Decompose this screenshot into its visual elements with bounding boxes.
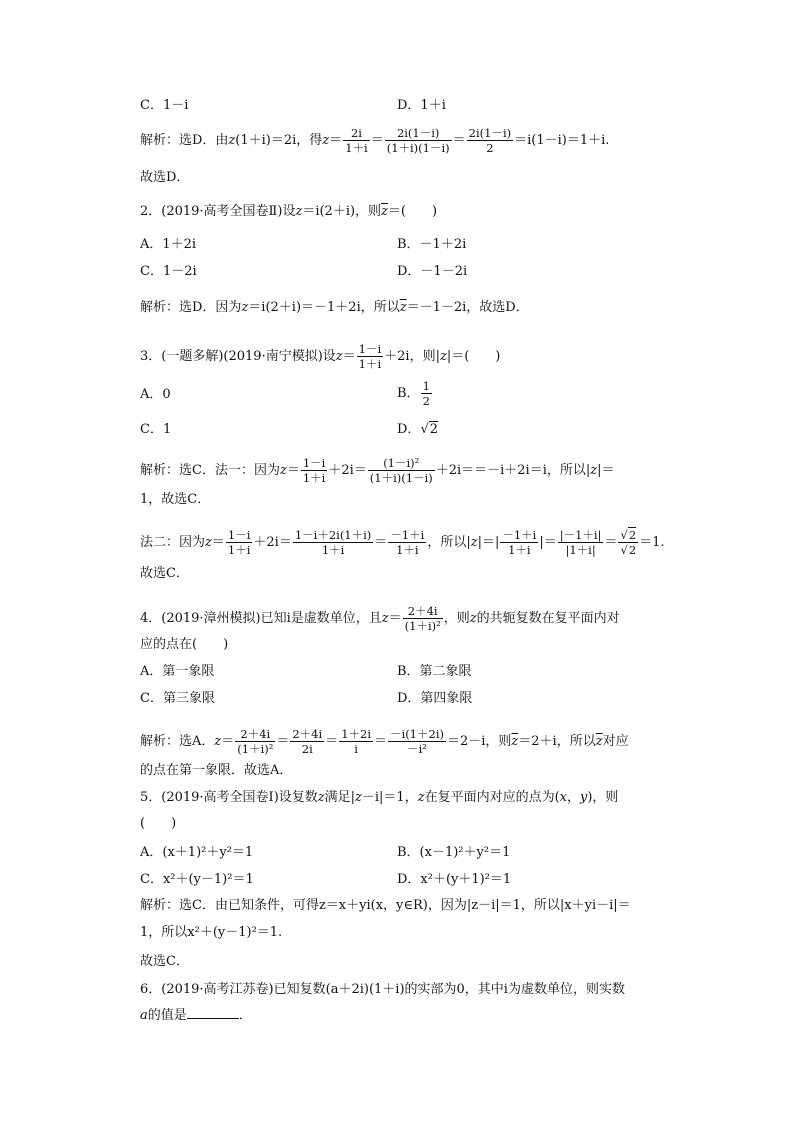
q6-text: ． — [238, 1008, 252, 1023]
fraction — [403, 604, 443, 633]
fraction — [388, 528, 426, 557]
q4-stem-line2: 应的点在( ) — [140, 637, 229, 652]
numerator: 1－i — [358, 342, 382, 356]
var-x: x — [559, 790, 567, 805]
equals: ＝ — [374, 734, 388, 749]
numerator: －i(1＋2i) — [390, 727, 444, 741]
solution-text: 解析：选C．法一：因为 — [140, 463, 280, 478]
denominator: (1＋i)² — [404, 619, 441, 633]
var-z: z — [470, 535, 478, 550]
solution-text: ＝－1－2i，故选D． — [406, 300, 529, 315]
denominator: √2 — [620, 543, 637, 557]
var-z: z — [322, 133, 330, 148]
equals: ＝ — [276, 734, 290, 749]
q4-text: 的共轭复数在复平面内对 — [476, 611, 620, 626]
q4-text: ，则 — [443, 611, 470, 626]
numerator: 2i — [343, 126, 370, 141]
solution-text: ＋2i＝ — [328, 463, 367, 478]
q5-solution-line2: 1，所以x²＋(y－1)²＝1. — [140, 925, 283, 940]
var-z: z — [439, 349, 447, 364]
q5-option-b: B．(x－1)²＋y²＝1 — [397, 845, 511, 860]
var-z-conjugate: $\overline{z}$ — [399, 300, 407, 315]
fraction — [293, 528, 373, 557]
equals: ＝ — [374, 535, 388, 550]
var-z-conjugate: $\overline{z}$ — [595, 734, 603, 749]
q3-option-b — [397, 379, 433, 408]
q3-stem — [140, 342, 500, 371]
q3-text: ＋2i，则| — [384, 349, 440, 364]
q6-text: 的值是 — [147, 1008, 187, 1023]
var-z: z — [279, 463, 287, 478]
q5-option-d: D．x²＋(y＋1)²＝1 — [397, 872, 512, 887]
q4-option-d: D．第四象限 — [397, 691, 473, 706]
numerator: 2＋4i — [235, 727, 275, 742]
solution-text: ＝i(1－i)＝1＋i. — [514, 133, 610, 148]
equals: ＝ — [211, 535, 225, 550]
q6-stem-line2 — [140, 1008, 252, 1024]
numerator: －1＋i — [502, 528, 537, 542]
fraction — [421, 379, 432, 408]
denominator: 1＋i — [302, 471, 326, 485]
q5-text: )，则 — [587, 790, 619, 805]
q4-option-b: B．第二象限 — [397, 664, 472, 679]
solution-text: ，所以| — [427, 535, 471, 550]
denominator: i — [354, 742, 358, 756]
solution-text: |＝| — [477, 535, 500, 550]
var-z: z — [417, 790, 425, 805]
var-z: z — [317, 790, 325, 805]
denominator: 1＋i — [396, 543, 419, 557]
q2-solution — [140, 300, 529, 316]
q5-text: ， — [566, 790, 580, 805]
var-z: z — [214, 734, 222, 749]
equals: ＝ — [388, 611, 402, 626]
denominator: 1＋i — [227, 543, 251, 557]
solution-text: |＝ — [539, 535, 557, 550]
fraction — [467, 126, 513, 155]
denominator: 2 — [486, 141, 494, 155]
numerator: √2 — [620, 528, 637, 542]
answer-blank[interactable] — [187, 1008, 239, 1019]
solution-text: |＝ — [597, 463, 615, 478]
q2-option-c: C．1－2i — [140, 264, 197, 279]
q4-solution-end: 的点在第一象限．故选A． — [140, 763, 293, 778]
q5-option-c: C．x²＋(y－1)²＝1 — [140, 872, 254, 887]
denominator: 1＋i — [358, 357, 382, 371]
var-z: z — [355, 790, 362, 805]
numerator: 2＋4i — [292, 727, 323, 741]
q5-stem — [140, 790, 618, 806]
q4-solution — [140, 727, 629, 756]
numerator: －1＋i — [390, 528, 425, 542]
prev-solution-end: 故选D． — [140, 170, 190, 185]
numerator: (1－i)² — [368, 456, 435, 471]
equals: ＝ — [604, 535, 618, 550]
var-y: y — [580, 790, 588, 805]
var-z: z — [295, 204, 303, 219]
prev-solution-line — [140, 126, 609, 155]
q3-text: 3．(一题多解)(2019·南宁模拟)设 — [140, 349, 336, 364]
numerator: 1－i — [227, 528, 251, 542]
fraction — [226, 528, 253, 557]
denominator: 1＋i — [508, 543, 531, 557]
fraction — [385, 126, 452, 155]
q3-text: |＝( ) — [446, 349, 501, 364]
q5-option-a: A．(x＋1)²＋y²＝1 — [140, 845, 254, 860]
q2-option-a: A．1＋2i — [140, 237, 197, 252]
option-label: B． — [397, 386, 420, 401]
equals: ＝ — [370, 133, 384, 148]
radicand: 2 — [429, 422, 439, 437]
denominator: 1＋i — [321, 543, 345, 557]
q3-solution-method2 — [140, 528, 665, 557]
solution-text: 解析：选D．由 — [140, 133, 229, 148]
q2-option-b: B．－1＋2i — [397, 237, 467, 252]
q4-stem — [140, 604, 620, 633]
fraction — [500, 528, 538, 557]
numerator: 2i(1－i) — [385, 126, 452, 141]
solution-text: 解析：选D．因为 — [140, 300, 242, 315]
fraction — [339, 727, 373, 756]
var-a: a — [140, 1008, 148, 1023]
numerator: 2i(1－i) — [468, 126, 512, 140]
var-z: z — [381, 611, 389, 626]
q3-solution-method2-end: 故选C． — [140, 566, 189, 581]
denominator: 2 — [422, 394, 430, 408]
solution-text: ＝1. — [639, 535, 665, 550]
denominator: |1＋i| — [565, 543, 596, 557]
radicand: 2 — [628, 543, 637, 557]
equals: ＝ — [325, 734, 339, 749]
numerator: 1 — [422, 379, 430, 393]
q5-text: －i|＝1， — [361, 790, 418, 805]
solution-text: ＋2i＝ — [253, 535, 292, 550]
fraction — [357, 342, 384, 371]
var-z: z — [205, 535, 212, 550]
q2-text: 2．(2019·高考全国卷Ⅱ)设 — [140, 204, 296, 219]
solution-text: 对应 — [602, 734, 629, 749]
numerator: |－1＋i| — [559, 528, 602, 542]
var-z: z — [335, 349, 343, 364]
solution-text: 解析：选A． — [140, 734, 215, 749]
q4-option-a: A．第一象限 — [140, 664, 215, 679]
equals: ＝ — [329, 133, 343, 148]
var-z: z — [469, 611, 477, 626]
solution-text: ＋2i＝＝－i＋2i＝i，所以| — [435, 463, 591, 478]
equals: ＝ — [221, 734, 235, 749]
option-label: D． — [397, 422, 421, 437]
q5-solution-end: 故选C． — [140, 954, 189, 969]
fraction — [558, 528, 604, 557]
var-z: z — [241, 300, 249, 315]
denominator: (1＋i)² — [237, 742, 274, 756]
numerator: 2＋4i — [403, 604, 443, 619]
denominator: (1＋i)(1－i) — [386, 141, 450, 155]
denominator: 1＋i — [345, 141, 368, 155]
numerator: 1＋2i — [341, 727, 371, 741]
q3-solution-method1-end: 1，故选C． — [140, 492, 211, 507]
q5-text: 在复平面内对应的点为( — [424, 790, 560, 805]
q3-solution-method1 — [140, 456, 615, 485]
var-z-conjugate: $\overline{z}$ — [381, 204, 388, 219]
prev-option-c: C．1－i — [140, 98, 189, 113]
q4-text: 4．(2019·漳州模拟)已知i是虚数单位，且 — [140, 611, 382, 626]
q5-text: 满足| — [324, 790, 356, 805]
fraction — [343, 126, 370, 155]
q2-text: ＝i(2＋i)，则 — [302, 204, 382, 219]
q2-text: ＝( ) — [387, 204, 438, 219]
var-z: z — [590, 463, 598, 478]
q5-text: 5．(2019·高考全国卷Ⅰ)设复数 — [140, 790, 318, 805]
equals: ＝ — [452, 133, 466, 148]
radicand: 2 — [628, 528, 637, 542]
denominator: 2i — [301, 742, 313, 756]
fraction — [290, 727, 324, 756]
q3-option-a: A．0 — [140, 387, 171, 402]
numerator: 1－i＋2i(1＋i) — [294, 528, 372, 542]
q6-stem: 6．(2019·高考江苏卷)已知复数(a＋2i)(1＋i)的实部为0，其中i为虚数单位，则实数 — [140, 982, 625, 997]
solution-text: ＝i(2＋i)＝－1＋2i，所以 — [248, 300, 400, 315]
fraction — [618, 528, 638, 557]
q2-stem — [140, 204, 437, 220]
solution-text: ＝2＋i，所以 — [518, 734, 596, 749]
solution-text: (1＋i)＝2i，得 — [235, 133, 323, 148]
solution-text: ＝2－i，则 — [446, 734, 512, 749]
fraction — [301, 456, 328, 485]
equals: ＝ — [286, 463, 300, 478]
q5-stem-line2: ( ) — [140, 816, 177, 831]
var-z-conjugate: $\overline{z}$ — [511, 734, 519, 749]
fraction — [235, 727, 275, 756]
solution-text: 法二：因为 — [140, 535, 206, 550]
fraction — [368, 456, 435, 485]
denominator: －i² — [407, 742, 427, 756]
q4-option-c: C．第三象限 — [140, 691, 215, 706]
q3-option-d: D．√2 — [397, 422, 439, 437]
q3-option-c: C．1 — [140, 422, 172, 437]
prev-option-d: D．1＋i — [397, 98, 446, 113]
denominator: (1＋i)(1－i) — [369, 471, 433, 485]
var-z: z — [228, 133, 236, 148]
q2-option-d: D．－1－2i — [397, 264, 468, 279]
q5-solution: 解析：选C．由已知条件，可得z＝x＋yi(x，y∈R)，因为|z－i|＝1，所以|x＋yi－i|＝ — [140, 898, 631, 913]
fraction — [388, 727, 446, 756]
numerator: 1－i — [302, 456, 326, 470]
equals: ＝ — [342, 349, 356, 364]
